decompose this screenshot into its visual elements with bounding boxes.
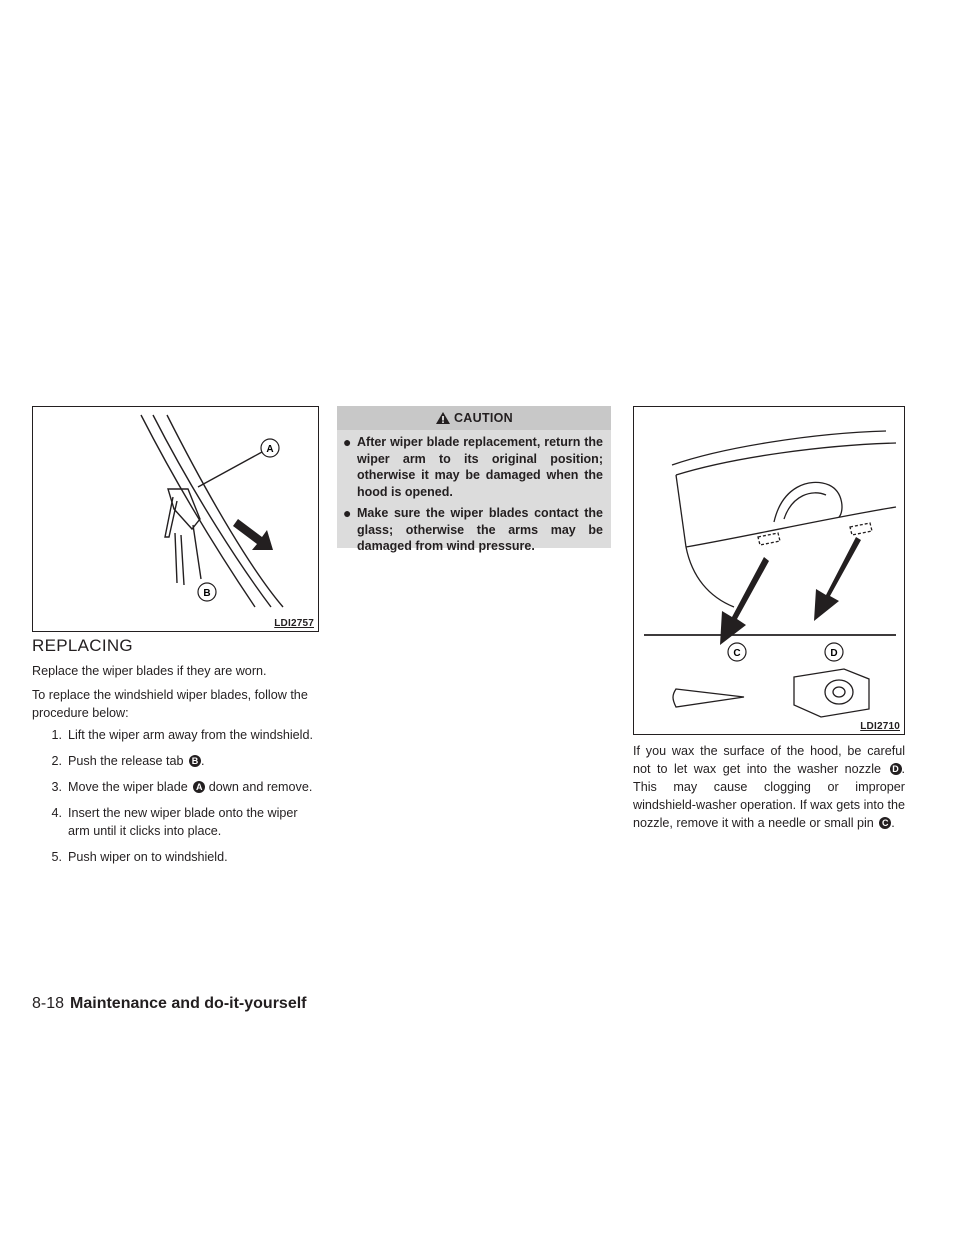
warning-triangle-icon — [435, 411, 451, 425]
callout-ref-b: B — [189, 755, 201, 767]
page-number: 8-18 — [32, 995, 65, 1012]
bullet-icon: ● — [343, 505, 352, 521]
footer-section-title: Maintenance and do-it-yourself — [70, 995, 307, 1012]
callout-ref-c: C — [879, 817, 891, 829]
callout-b: B — [203, 588, 211, 599]
figure-code: LDI2757 — [274, 618, 314, 629]
caution-header — [337, 406, 611, 430]
callout-a: A — [266, 444, 274, 455]
wax-note-paragraph: If you wax the surface of the hood, be careful not to let wax get into the washer nozzle D . This may cause clogging or improper windshield-washer operation. If wax gets into the nozzle, remove it with a needle or small pin C . — [633, 744, 905, 830]
callout-c: C — [733, 648, 741, 659]
washer-nozzle-illustration — [634, 407, 904, 734]
arrow-right-icon — [814, 537, 861, 621]
wiper-blade-figure — [32, 406, 319, 632]
list-item: 1. Lift the wiper arm away from the windshield. — [51, 728, 313, 742]
arrow-left-icon — [720, 557, 769, 645]
callout-d: D — [830, 648, 838, 659]
caution-box — [337, 406, 611, 553]
list-item: 2. Push the release tab B . — [51, 754, 205, 768]
callout-ref-d: D — [890, 763, 902, 775]
procedure-steps — [32, 726, 322, 874]
caution-title: CAUTION — [453, 411, 514, 425]
figure-code: LDI2710 — [860, 721, 900, 732]
list-item: ● After wiper blade replacement, return the wiper arm to its original position; otherwise it may be damaged when the hood is opened. — [343, 434, 603, 499]
list-item: ● Make sure the wiper blades contact the glass; otherwise the arms may be damaged from wind pressure. — [343, 505, 603, 553]
wiper-blade-illustration — [33, 407, 318, 631]
washer-nozzle-figure — [633, 406, 905, 735]
list-item: 4. Insert the new wiper blade onto the wiper arm until it clicks into place. — [51, 806, 298, 838]
page-footer — [32, 995, 307, 1013]
list-item: 5. Push wiper on to windshield. — [51, 850, 228, 864]
intro-paragraph-2: To replace the windshield wiper blades, follow the procedure below: — [32, 688, 308, 720]
list-item: 3. Move the wiper blade A down and remove. — [51, 780, 313, 794]
section-title: REPLACING — [32, 636, 133, 655]
bullet-icon: ● — [343, 434, 352, 450]
callout-ref-a: A — [193, 781, 205, 793]
intro-paragraph-1: Replace the wiper blades if they are worn. — [32, 664, 267, 678]
